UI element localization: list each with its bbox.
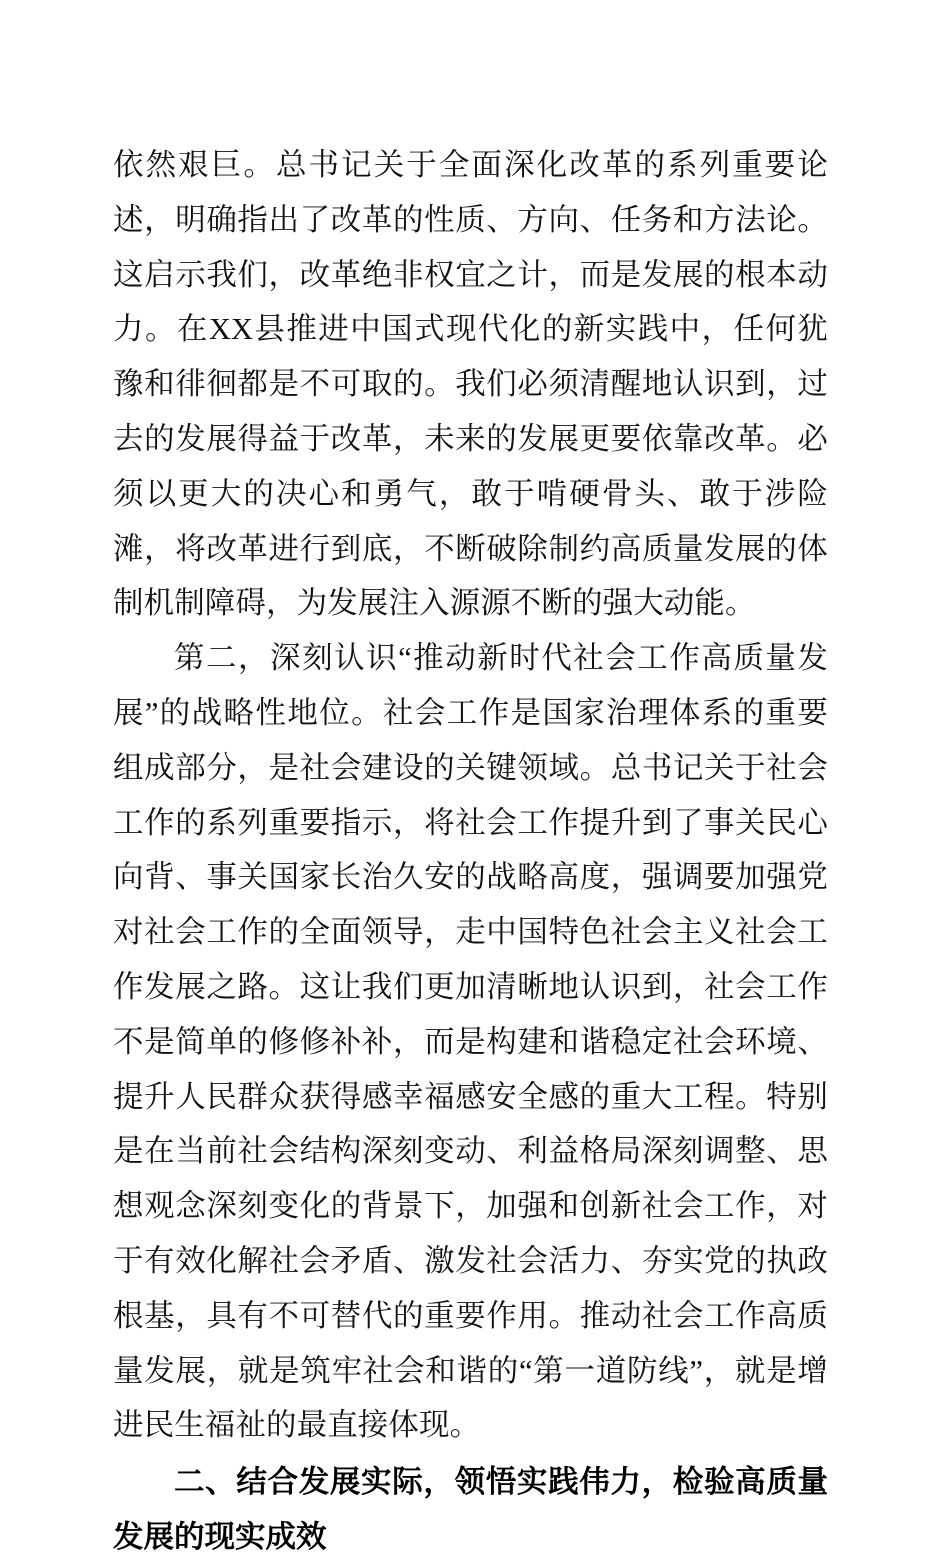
page-text-body [113, 138, 828, 1565]
body-paragraph-continuation: 依然艰巨。总书记关于全面深化改革的系列重要论述，明确指出了改革的性质、方向、任务和方法论。这启示我们，改革绝非权宜之计，而是发展的根本动力。在XX县推进中国式现代化的新实践中，任何犹豫和徘徊都是不可取的。我们必须清醒地认识到，过去的发展得益于改革，未来的发展更要依靠改革。必须以更大的决心和勇气，敢于啃硬骨头、敢于涉险滩，将改革进行到底，不断破除制约高质量发展的体制机制障碍，为发展注入源源不断的强大动能。 [113, 148, 828, 621]
section-heading-two: 二、结合发展实际，领悟实践伟力，检验高质量发展的现实成效 [113, 1465, 828, 1554]
body-paragraph-second-point: 第二，深刻认识“推动新时代社会工作高质量发展”的战略性地位。社会工作是国家治理体系的重要组成部分，是社会建设的关键领域。总书记关于社会工作的系列重要指示，将社会工作提升到了事关民心向背、事关国家长治久安的战略高度，强调要加强党对社会工作的全面领导，走中国特色社会主义社会工作发展之路。这让我们更加清晰地认识到，社会工作不是简单的修修补补，而是构建和谐稳定社会环境、提升人民群众获得感幸福感安全感的重大工程。特别是在当前社会结构深刻变动、利益格局深刻调整、思想观念深刻变化的背景下，加强和创新社会工作，对于有效化解社会矛盾、激发社会活力、夯实党的执政根基，具有不可替代的重要作用。推动社会工作高质量发展，就是筑牢社会和谐的“第一道防线”，就是增进民生福祉的最直接体现。 [113, 641, 828, 1443]
